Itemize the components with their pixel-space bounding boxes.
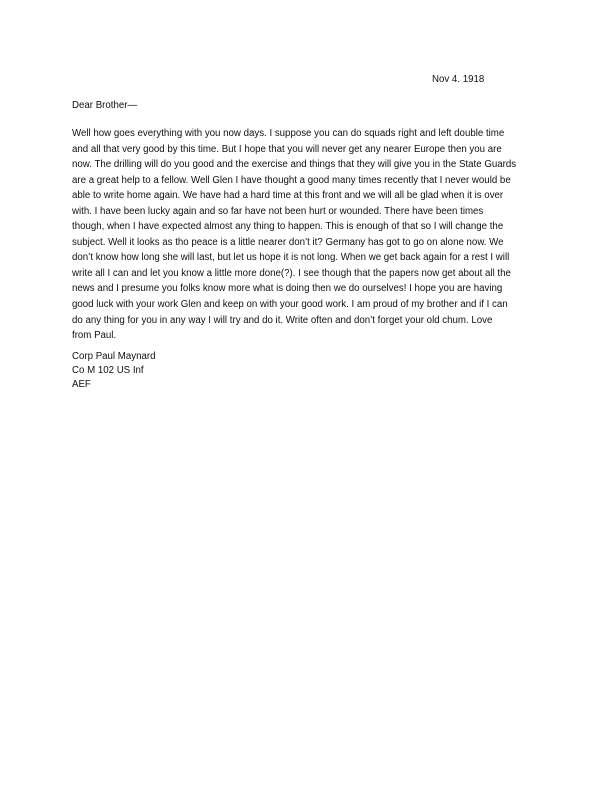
signature-force: AEF — [72, 379, 91, 390]
body-line: write all I can and let you know a little more done(?). I see though that the papers now get about all the — [72, 267, 511, 279]
body-line: now. The drilling will do you good and the exercise and things that they will give you in the State Guards — [72, 159, 517, 171]
body-line: though, when I have expected almost any thing to happen. This is enough of that so I will change the — [72, 221, 504, 233]
body-line: Well how goes everything with you now days. I suppose you can do squads right and left double time — [72, 128, 505, 139]
body-line: with. I have been lucky again and so far have not been hurt or wounded. There have been times — [72, 205, 484, 217]
body-line: subject. Well it looks as tho peace is a little nearer don’t it? Germany has got to go on alone now. We — [72, 236, 504, 248]
letter-salutation: Dear Brother— — [72, 100, 138, 111]
body-line: able to write home again. We have had a hard time at this front and we will all be glad when it is over — [72, 190, 504, 202]
body-line: do any thing for you in any way I will try and do it. Write often and don’t forget your old chum. Love — [72, 314, 493, 326]
body-line: are a great help to a fellow. Well Glen I have thought a good many times recently that I never would be — [72, 174, 511, 186]
signature-unit: Co M 102 US Inf — [72, 365, 144, 376]
body-line: and all that very good by this time. But I hope that you will never get any nearer Europe then you are — [72, 143, 502, 155]
letter-body — [72, 126, 542, 344]
body-line: news and I presume you folks know more what is doing then we do ourselves! I hope you are having — [72, 283, 503, 295]
body-line: from Paul. — [72, 330, 117, 342]
letter-date: Nov 4. 1918 — [432, 74, 485, 85]
body-line: good luck with your work Glen and keep on with your good work. I am proud of my brother and if I can — [72, 299, 508, 311]
signature-block — [72, 350, 155, 392]
body-line: don’t know how long she will last, but let us hope it is not long. When we get back again for a rest I will — [72, 252, 510, 264]
signature-name: Corp Paul Maynard — [72, 351, 156, 362]
